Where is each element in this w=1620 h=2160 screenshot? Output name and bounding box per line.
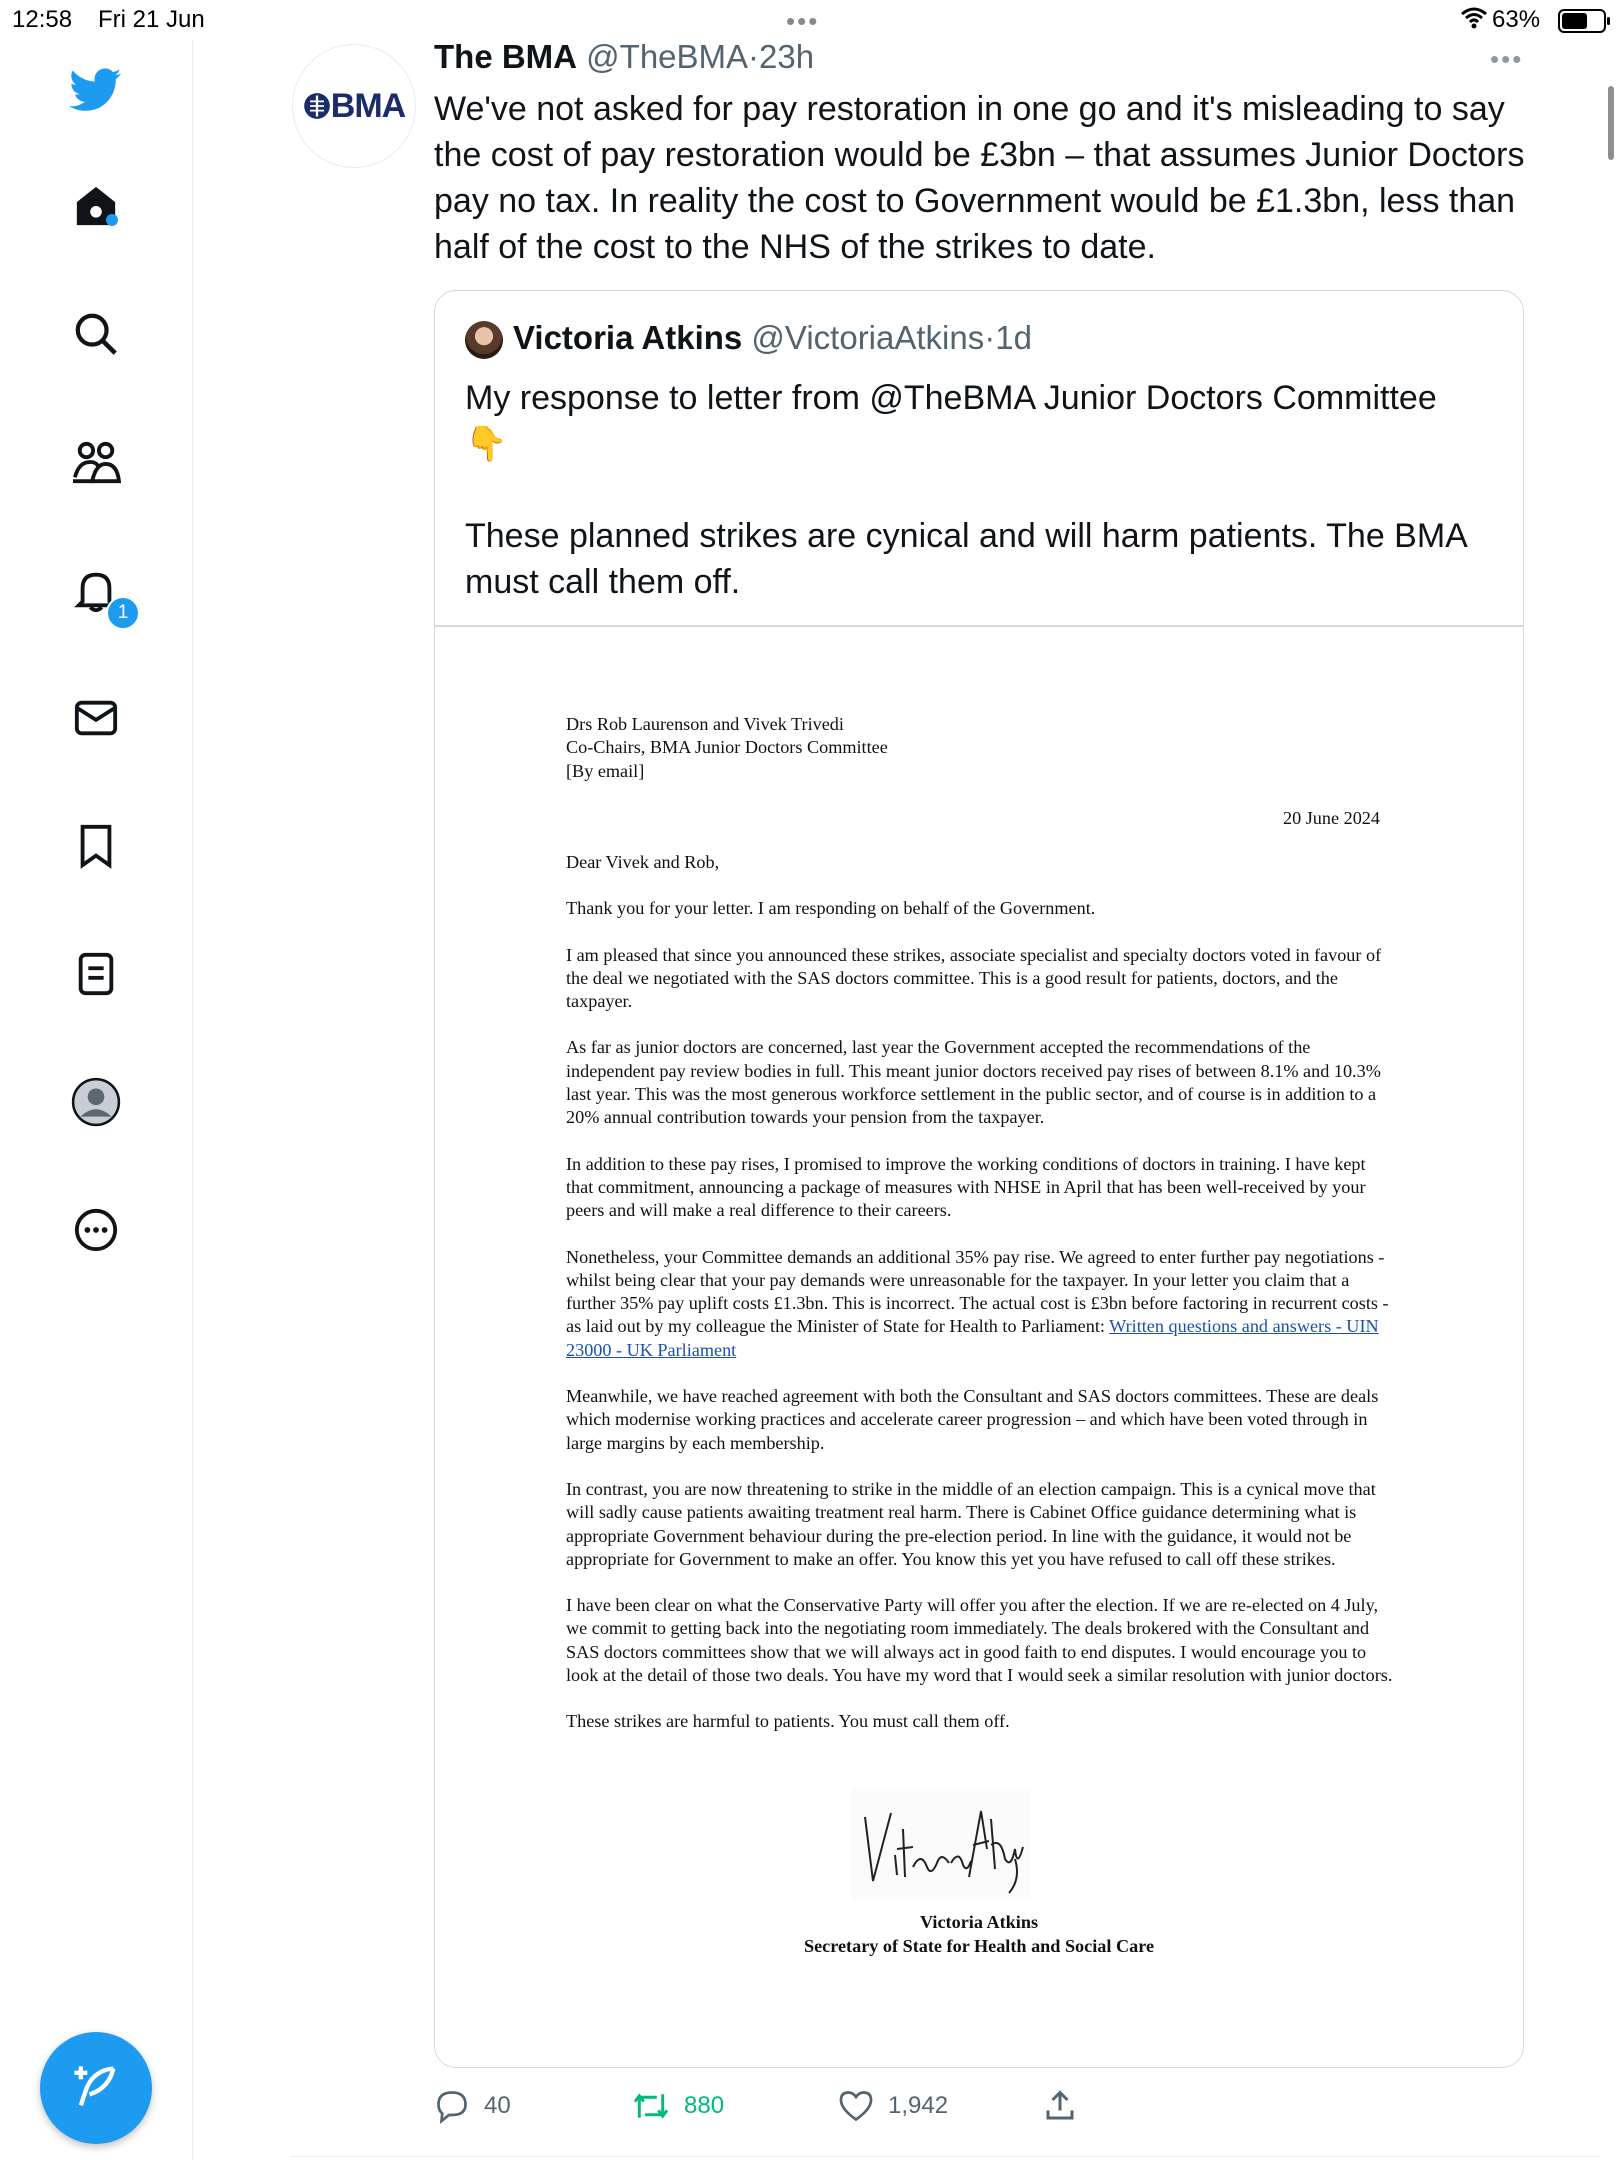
letter-paragraph-1: Thank you for your letter. I am responding on behalf of the Government.	[566, 898, 1096, 919]
like-count: 1,942	[888, 2092, 949, 2119]
tweet-bottom-divider	[290, 2156, 1600, 2157]
letter-paragraph-3: As far as junior doctors are concerned, last year the Government accepted the recommendations of the independent pay review bodies in full. This meant junior doctors received pay rises of between 8.1% and 10.3% last year. This was the most generous workforce settlement in the public sector, and of course is in addition to a 20% annual contribution towards your pension from the taxpayer.	[566, 1037, 1381, 1128]
wifi-icon	[1460, 4, 1488, 39]
sidebar	[0, 40, 193, 2160]
header-separator: ·	[748, 38, 760, 75]
battery-fill	[1562, 13, 1587, 29]
address-line-3: [By email]	[566, 760, 645, 781]
feather-plus-icon	[70, 2062, 122, 2114]
status-date: Fri 21 Jun	[98, 6, 205, 33]
quoted-tweet-header	[513, 319, 1032, 357]
tweet-time[interactable]: 23h	[759, 38, 815, 75]
like-button[interactable]	[838, 2084, 948, 2128]
status-bar	[0, 0, 1620, 40]
letter-paragraph-5	[566, 1246, 1396, 1362]
quoted-header-separator: ·	[984, 319, 996, 356]
profile-avatar-icon[interactable]	[70, 1076, 122, 1128]
quoted-line-1: My response to letter from @TheBMA Junior Doctors Committee	[465, 379, 1437, 417]
compose-tweet-button[interactable]	[40, 2032, 152, 2144]
quoted-tweet-text	[465, 375, 1495, 605]
letter-date: 20 June 2024	[1283, 808, 1380, 828]
letter-paragraph-7: In contrast, you are now threatening to strike in the middle of an election campaign. This is a cynical move that will sadly cause patients awaiting treatment real harm. There is Cabinet Office guidance determining what is appropriate Government behaviour during the pre-election period. In line with the guidance, it would not be appropriate for Government to make an offer. You know this yet you have refused to call off these strikes.	[566, 1478, 1376, 1569]
retweet-button[interactable]	[632, 2084, 724, 2128]
letter-paragraph-6: Meanwhile, we have reached agreement with both the Consultant and SAS doctors committees. These are deals which modernise working practices and accelerate career progression – and which have been voted through in large margins by each membership.	[566, 1386, 1379, 1453]
tweet-text: We've not asked for pay restoration in one go and it's misleading to say the cost of pay restoration would be £3bn – that assumes Junior Doctors pay no tax. In reality the cost to Government would be £1.3bn, less than half of the cost to the NHS of the strikes to date.	[434, 90, 1525, 266]
bma-avatar[interactable]	[292, 44, 416, 168]
letter-body	[566, 851, 1396, 1757]
tweet-header	[434, 38, 814, 76]
retweet-count: 880	[684, 2092, 725, 2119]
twitter-bird-icon[interactable]	[70, 64, 122, 116]
more-circle-icon[interactable]	[70, 1204, 122, 1256]
handwritten-signature	[851, 1789, 1031, 1899]
signatory-title: Secretary of State for Health and Social Care	[803, 1936, 1155, 1956]
author-name[interactable]: The BMA	[434, 38, 577, 75]
letter-paragraph-9: These strikes are harmful to patients. You must call them off.	[566, 1711, 1010, 1732]
reply-icon	[434, 2088, 470, 2124]
more-options-icon[interactable]: •••	[1490, 44, 1524, 74]
status-time: 12:58	[12, 6, 73, 33]
author-handle[interactable]: @TheBMA	[586, 38, 749, 75]
pointing-down-emoji: 👇	[465, 425, 508, 463]
address-line-1: Drs Rob Laurenson and Vivek Trivedi	[566, 714, 844, 734]
notification-badge: 1	[106, 596, 140, 630]
letter-paragraph-5-text: Nonetheless, your Committee demands an additional 35% pay rise. We agreed to enter further pay negotiations - whilst being clear that your pay demands were unreasonable for the taxpayer. In your letter you claim that a further 35% pay uplift costs £1.3bn. This is incorrect. The actual cost is £3bn before factoring in recurrent costs - as laid out by my colleague the Minister of State for Health to Parliament:	[566, 1246, 1389, 1337]
multitasking-dots-icon[interactable]: •••	[786, 6, 820, 36]
reply-button[interactable]	[434, 2084, 511, 2128]
address-line-2: Co-Chairs, BMA Junior Doctors Committee	[566, 737, 888, 758]
letter-paragraph-4: In addition to these pay rises, I promised to improve the working conditions of doctors in training. I have kept that commitment, announcing a package of measures with NHSE in April that has been well-received by your peers and will make a real difference to their careers.	[566, 1153, 1366, 1221]
letter-image[interactable]	[435, 627, 1523, 2067]
share-button[interactable]	[1042, 2084, 1078, 2128]
letter-address	[566, 713, 888, 783]
battery-percent: 63%	[1492, 6, 1541, 33]
quoted-tweet-time: 1d	[995, 319, 1032, 356]
communities-icon[interactable]	[70, 436, 122, 488]
tweet-actions	[434, 2084, 1534, 2134]
bma-logo-icon	[303, 92, 331, 120]
parliament-link: Written questions and answers - UIN 23000 - UK Parliament	[566, 1316, 1379, 1360]
search-icon[interactable]	[70, 308, 122, 360]
retweet-icon	[632, 2088, 670, 2124]
scrollbar[interactable]	[1608, 86, 1614, 160]
heart-icon	[838, 2088, 874, 2124]
share-icon	[1042, 2088, 1078, 2124]
bookmark-icon[interactable]	[70, 820, 122, 872]
home-unread-dot	[106, 214, 118, 226]
mail-icon[interactable]	[70, 692, 122, 744]
lists-icon[interactable]	[70, 948, 122, 1000]
quoted-author-name: Victoria Atkins	[513, 319, 743, 356]
reply-count: 40	[484, 2092, 511, 2119]
bma-logo-text: BMA	[330, 86, 406, 125]
signatory-name: Victoria Atkins	[919, 1912, 1039, 1932]
quoted-line-2: These planned strikes are cynical and will harm patients. The BMA must call them off.	[465, 517, 1466, 601]
quoted-author-handle: @VictoriaAtkins	[751, 319, 985, 356]
quoted-tweet[interactable]	[434, 290, 1524, 2068]
quoted-author-avatar[interactable]	[465, 321, 503, 359]
battery-icon	[1558, 9, 1606, 33]
letter-salutation: Dear Vivek and Rob,	[566, 852, 720, 872]
letter-paragraph-8: I have been clear on what the Conservative Party will offer you after the election. If we are re-elected on 4 July, we commit to getting back into the negotiating room immediately. The deals brokered with the Consultant and SAS doctors committees show that we will always act in good faith to end disputes. I would encourage you to look at the detail of those two deals. You have my word that I would seek a similar resolution with junior doctors.	[566, 1595, 1393, 1686]
letter-paragraph-2: I am pleased that since you announced these strikes, associate specialist and specialty doctors voted in favour of the deal we negotiated with the SAS doctors committee. This is a good result for patients, doctors, and the taxpayer.	[566, 944, 1382, 1012]
